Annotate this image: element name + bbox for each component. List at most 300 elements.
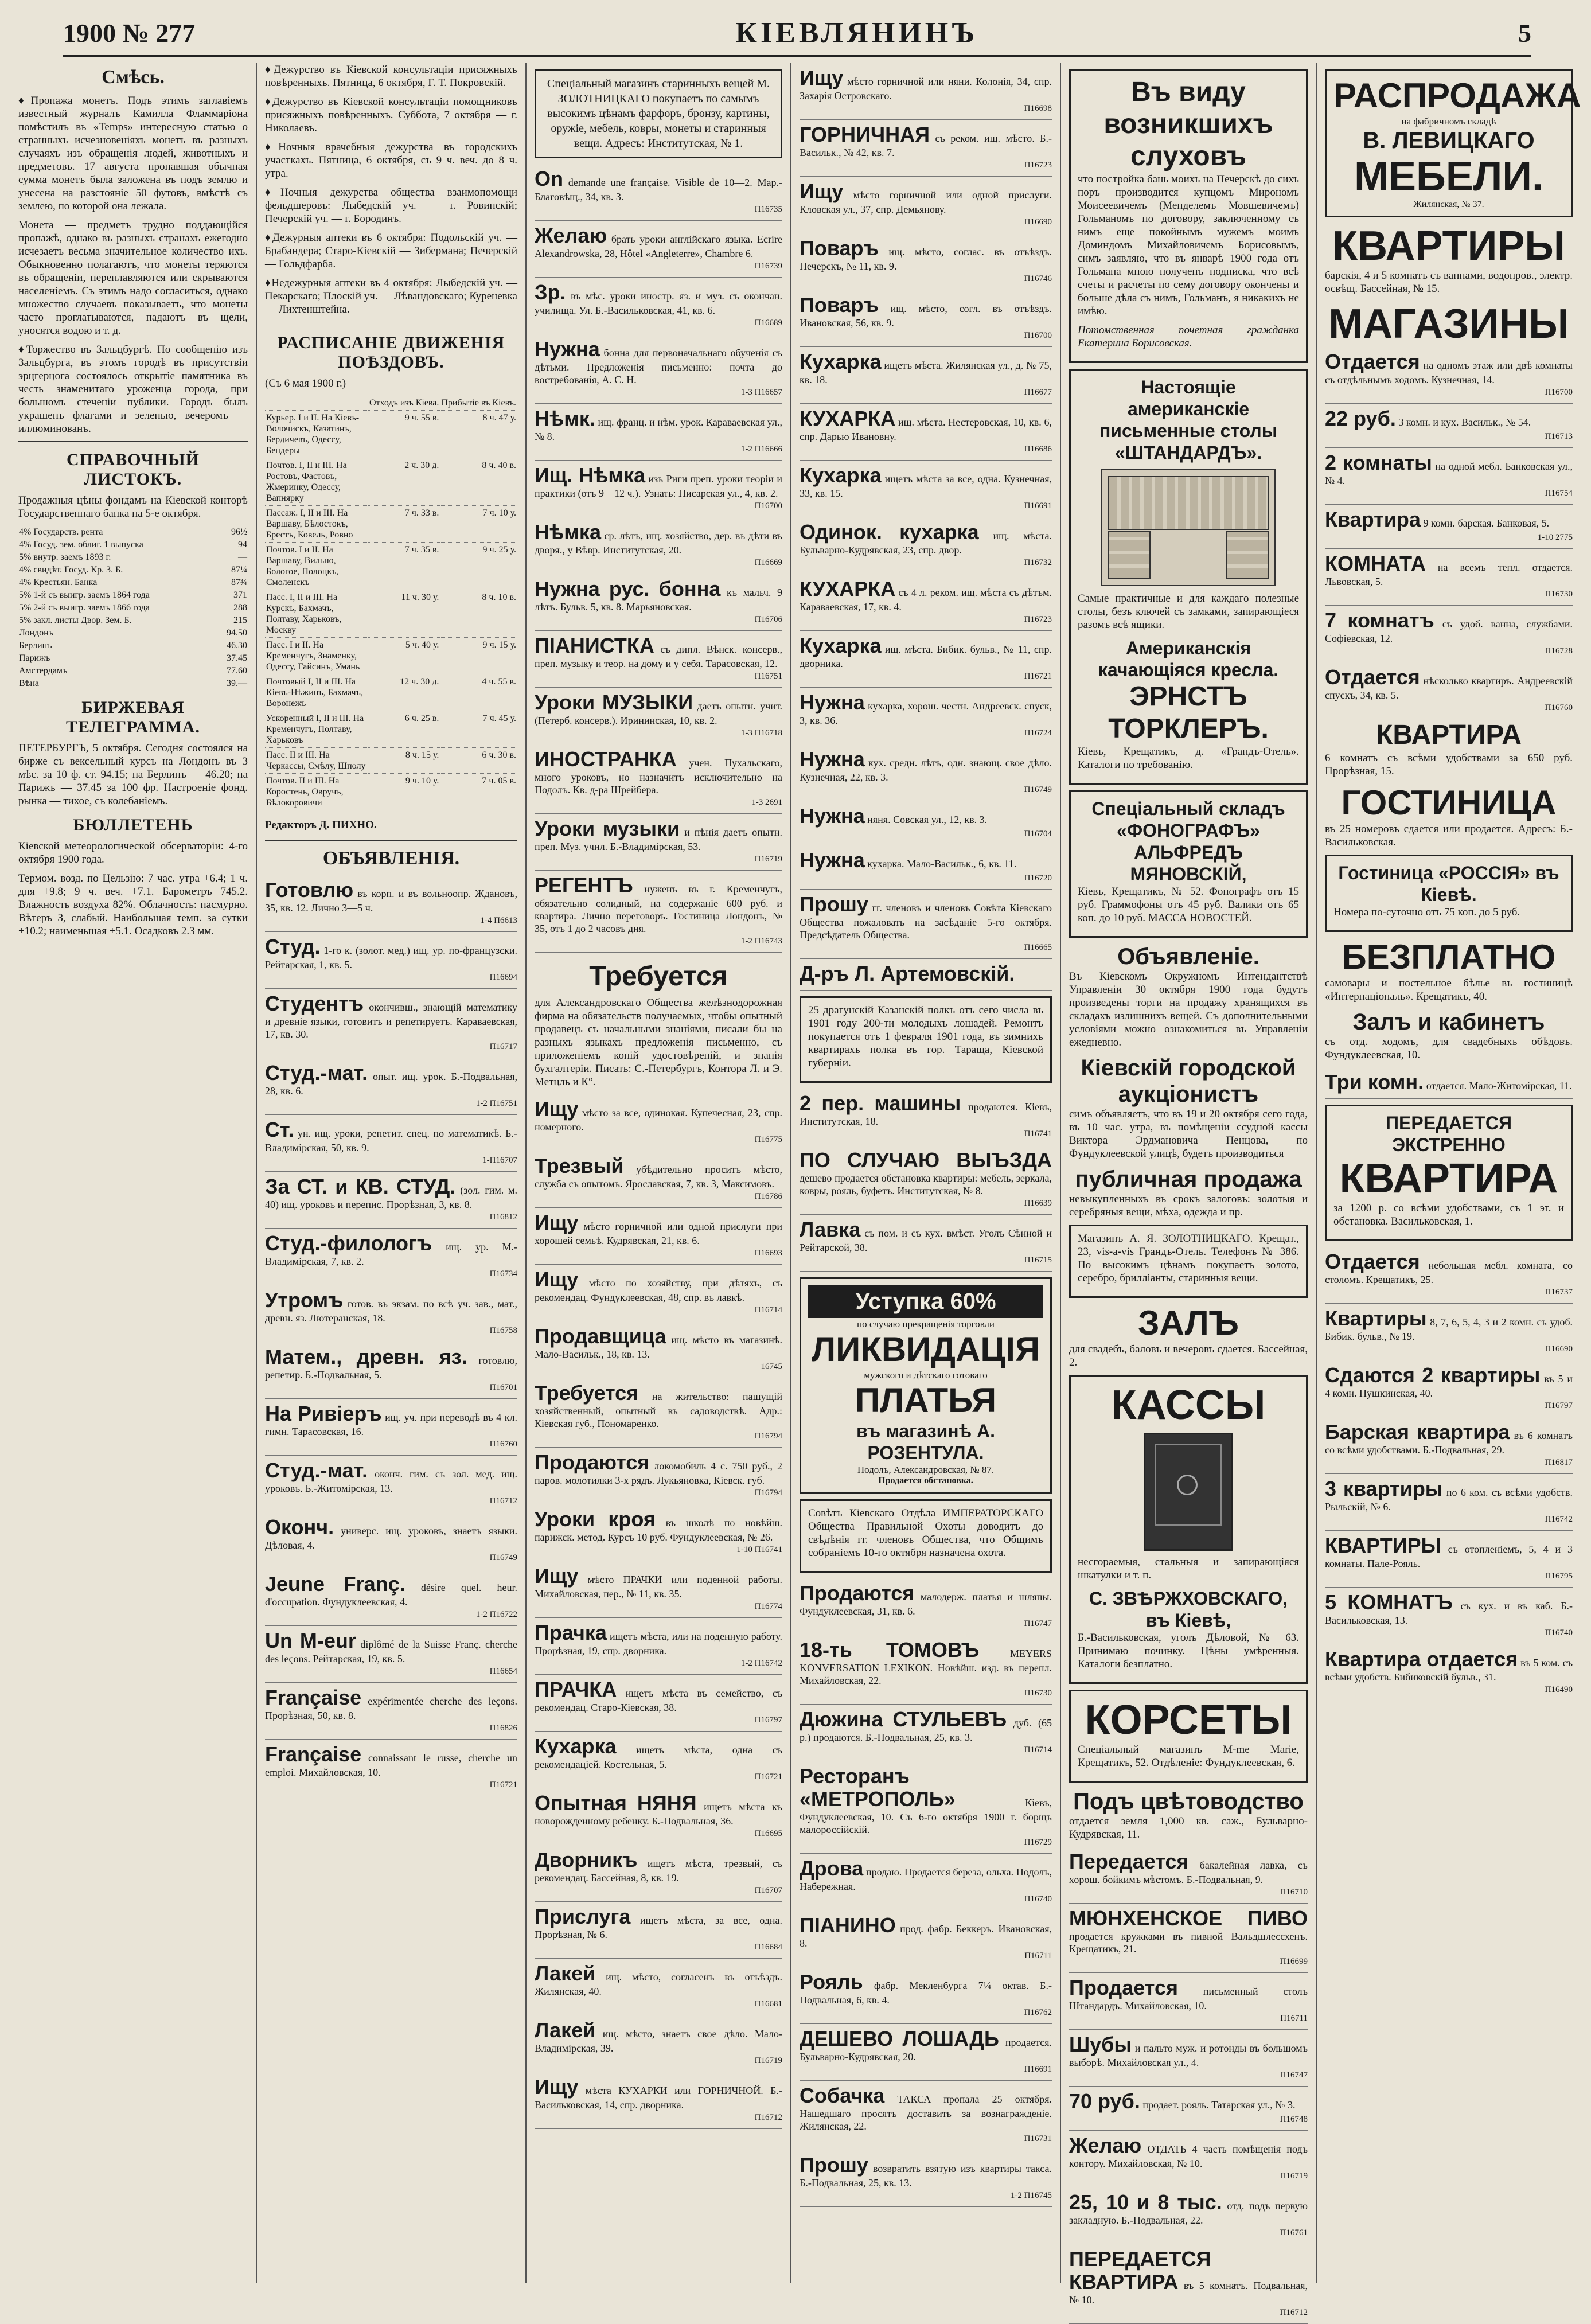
ad-text: нѣсколько квартиръ. Андреевскій спускъ, 34, кв. 5. <box>1325 675 1573 701</box>
classified-ad <box>265 1342 517 1399</box>
schedule-subtitle: (Съ 6 мая 1900 г.) <box>265 377 346 389</box>
classified-ad <box>800 1635 1052 1705</box>
classified-ad <box>1069 2244 1308 2324</box>
ad-code: П16719 <box>754 2056 782 2065</box>
ad-text: къ мальч. 9 лѣтъ. Бульв. 5, кв. 8. Марьяновская. <box>535 587 783 613</box>
ad-text: съ отопленіемъ, 5, 4 и 3 комнаты. Пале-Рояль. <box>1325 1543 1573 1569</box>
ad-keyword: ИНОСТРАНКА <box>535 747 677 771</box>
standard-desk-ad: Настоящіе американскіе письменные столы «ШТАНДАРДЪ». Самые практичные и для каждаго полезные столы, безъ ключей съ замками, запирающіеся разомъ всѣ ящики. Американскія качающіяся кресла. ЭРНСТЪ ТОРКЛЕРЪ. Кіевъ, Крещатикъ, д. «Грандъ-Отель». Каталоги по требованію. <box>1069 369 1308 785</box>
ad-code: П16689 <box>754 318 782 327</box>
ad-code: П16721 <box>1024 672 1052 681</box>
ad-text: продает. рояль. Татарская ул., № 3. <box>1142 2099 1296 2111</box>
ad-code: П16700 <box>1545 388 1573 397</box>
ad-keyword: 18-ть ТОМОВЪ <box>800 1638 980 1662</box>
ad-keyword: КУХАРКА <box>800 407 896 430</box>
ad-keyword: 2 комнаты <box>1325 451 1432 474</box>
ad-text: 8, 7, 6, 5, 4, 3 и 2 комн. съ удоб. Бибик. бульв., № 19. <box>1325 1316 1573 1342</box>
ad-code: П16711 <box>1024 1951 1052 1960</box>
ad-keyword: Передается <box>1069 1850 1189 1873</box>
classified-ad <box>535 1504 782 1561</box>
ad-keyword: Отдается <box>1325 665 1420 689</box>
classified-ad <box>265 1512 517 1569</box>
ad-code: П16795 <box>1545 1572 1573 1581</box>
ad-code: П16690 <box>1545 1344 1573 1354</box>
ad-keyword: Утромъ <box>265 1288 344 1312</box>
ad-code: П16761 <box>1280 2228 1308 2237</box>
ad-text: 9 комн. барская. Банковая, 5. <box>1423 517 1550 529</box>
ad-keyword: Ищу <box>800 66 844 89</box>
ad-code: 1-10 П16741 <box>736 1545 782 1554</box>
ad-keyword: Желаю <box>535 224 607 247</box>
ad-code: П16794 <box>754 1432 782 1441</box>
ad-code: П16719 <box>1280 2171 1308 2181</box>
classified-ad <box>265 1172 517 1229</box>
corset-ad: КОРСЕТЫ Спеціальный магазинъ M-me Marie, Крещатикъ, 52. Отдѣленіе: Фундуклеевская, 6. <box>1069 1690 1308 1783</box>
classified-ad <box>535 1845 782 1902</box>
classified-ad <box>800 233 1052 290</box>
classified-ad <box>800 2081 1052 2150</box>
notice: ♦Дежурство въ Кіевской консультаціи помощниковъ присяжныхъ повѣренныхъ. Суббота, 7 октября — г. Николаевъ. <box>265 96 517 134</box>
telegram-title: БИРЖЕВАЯ ТЕЛЕГРАММА. <box>65 698 201 736</box>
ad-text: отд. подъ первую закладную. Б.-Подвальная, 22. <box>1069 2200 1308 2226</box>
ad-keyword: ПІАНИСТКА <box>535 634 654 657</box>
ad-text: брать уроки англійскаго языка. Ecrire Alexandrowska, 28, Hôtel «Angleterre», Chambre 6. <box>535 233 783 259</box>
classified-ad <box>535 1094 782 1151</box>
ad-keyword: КОМНАТА <box>1325 552 1426 575</box>
column-6: РАСПРОДАЖА на фабричномъ складѣ В. ЛЕВИЦКАГО МЕБЕЛИ. Жилянская, № 37. КВАРТИРЫ барскія, 4 и 5 комнатъ съ ваннами, водопров., электр. освѣщ. Бассейная, № 15. МАГАЗИНЫ Отдается на одномъ этаж или двѣ комнаты съ отдѣльнымъ ходомъ. Кузнечная, 14. П16700 22 руб. 3 комн. и кух. Васильк., № 54. П16713 2 комнаты на одной мебл. Банковская ул., № 4. П16754 Квартира 9 комн. барская. Банковая, 5. 1-10 2775 КОМНАТА на всемъ тепл. отдается. Львовская, 5. П16730 7 комнатъ съ удоб. ваннa, службами. Софіевская, 12. П16728 Отдается нѣсколько квартиръ. Андреевскій спускъ, 34, кв. 5. П16760 КВАРТИРА 6 комнатъ съ всѣми удобствами за 650 руб. Прорѣзная, 15. ГОСТИНИЦА въ 25 номеровъ сдается или продается. Адресъ: Б.-Васильковская. Гостиница «РОССІЯ» въ Кіевѣ. Номера по-суточно отъ 75 коп. до 5 руб. БЕЗПЛАТНО самовары и постельное бѣлье въ гостиницѣ «Интернаціональ». Крещатикъ, 40. Залъ и кабинетъ съ отд. ходомъ, для свадебныхъ обѣдовъ. Фундуклеевская, 10. Три комн. отдается. Мало-Житомірская, 11. ПЕРЕДАЕТСЯ ЭКСТРЕННО КВАРТИРА за 1200 р. со всѣми удобствами, съ 1 эт. и обстановка. Васильковская, 1. Отдается небольшая мебл. комната, со столомъ. Крещатикъ, 25. П16737 Квартиры 8, 7, 6, 5, 4, 3 и 2 комн. съ удоб. Бибик. бульв., № 19. П16690 Сдаются 2 квартиры въ 5 и 4 комн. Пушкинская, 40. П16797 Барская квартира въ 6 комнатъ со всѣми удобствами. Б.-Подвальная, 29. П16817 3 квартиры по 6 ком. съ всѣми удобств. Рыльскій, № 6. П16742 КВАРТИРЫ съ отопленіемъ, 5, 4 и 3 комнаты. Пале-Рояль. П16795 5 КОМНАТЪ съ кух. и въ каб. Б.-Васильковская, 13. П16740 Квартира отдается въ 5 ком. съ всѣми удобств. Бибиковскій бульв., 31. П16490 <box>1317 63 1581 2283</box>
ad-text: ищ. мѣсто, согласенъ въ отъѣздъ. Жилянская, 40. <box>535 1971 782 1997</box>
ad-text: ищ. мѣсто, согл. въ отъѣздъ. Ивановская, 56, кв. 9. <box>800 303 1052 329</box>
ad-text: ищетъ мѣста, одна съ рекомендаціей. Костельная, 5. <box>535 1744 782 1770</box>
classified-ad <box>535 164 782 221</box>
ad-code: П16794 <box>754 1488 782 1498</box>
ad-code: П16760 <box>1545 703 1573 712</box>
classified-ad <box>800 959 1052 991</box>
ad-keyword: Ищу <box>535 1211 579 1234</box>
ad-text: ищ. франц. и нѣм. урок. Караваевская ул., № 8. <box>535 416 782 442</box>
ad-text: 3 комн. и кух. Васильк., № 54. <box>1398 416 1531 428</box>
ad-keyword: Студ. <box>265 935 321 958</box>
classified-ad <box>1325 662 1573 719</box>
ad-code: 1-2 П16743 <box>740 937 782 946</box>
classified-ad <box>800 1215 1052 1272</box>
ad-code: П16694 <box>489 973 517 982</box>
ad-text: съ дипл. Вѣнск. консерв., преп. музыку и теор. на дому и у себя. Тарасовская, 12. <box>535 644 782 669</box>
ad-code: 1-2 П16722 <box>475 1610 517 1619</box>
classified-ad <box>1325 505 1573 549</box>
classified-ad <box>535 334 782 404</box>
ad-text: désire quel. heur. d'occupation. Фундуклеевская, 4. <box>265 1582 517 1608</box>
classified-ad <box>535 814 782 871</box>
classified-ad <box>1325 404 1573 448</box>
ad-code: П16775 <box>754 1135 782 1144</box>
ad-code: П16730 <box>1024 1689 1052 1698</box>
ad-code: П16715 <box>1024 1255 1052 1265</box>
divider <box>265 323 517 325</box>
ad-text: бакалейная лавка, съ хорош. бойкимъ мѣстомъ. Б.-Подвальная, 9. <box>1069 1859 1308 1885</box>
ad-keyword: Барская квартира <box>1325 1420 1510 1444</box>
classified-ad <box>535 461 782 517</box>
classified-ad: Три комн. отдается. Мало-Житомірская, 11. <box>1325 1067 1573 1099</box>
ad-keyword: Нужна <box>800 804 865 828</box>
classified-ad <box>800 1854 1052 1910</box>
ad-code: П16740 <box>1545 1628 1573 1637</box>
ad-keyword: Требуется <box>535 1381 639 1405</box>
ad-keyword: Отдается <box>1325 350 1420 373</box>
ad-code: П16654 <box>489 1667 517 1676</box>
rate-row: 5% закл. листы Двор. Зем. Б. 215 <box>19 615 247 625</box>
ad-code: П16723 <box>1024 615 1052 624</box>
ad-code: 1-2 П16742 <box>740 1659 782 1668</box>
schedule-row: Почтов. II и III. На Коростень, Овручъ, Бѣлокоровичи 9 ч. 10 у. 7 ч. 05 в. <box>265 774 517 810</box>
article: ♦Торжество въ Зальцбургѣ. По сообщенію изъ Зальцбурга, въ этомъ городѣ въ присутствіи эрцгерцога состоялось открытіе памятника въ честь знаменитаго уроженца города, при большомъ стеченіи публики. Городъ былъ украшенъ флагами и зеленью, вечеромъ — иллюминованъ. <box>18 344 248 435</box>
ad-code: П16690 <box>1024 217 1052 227</box>
schedule-row: Пасс. II и III. На Черкассы, Смѣлу, Шполу 8 ч. 15 у. 6 ч. 30 в. <box>265 748 517 774</box>
ad-text: кухарка. Мало-Васильк., 6, кв. 11. <box>867 858 1017 869</box>
ad-keyword: Française <box>265 1686 362 1709</box>
ad-code: П16691 <box>1024 2065 1052 2074</box>
ad-code: П16681 <box>754 1999 782 2009</box>
ad-text: ср. лѣтъ, ищ. хозяйство, дер. въ дѣти въ дворя., у Вѣвр. Институтская, 20. <box>535 530 782 556</box>
ad-code: П16712 <box>1280 2308 1308 2317</box>
ad-text: универс. ищ. уроковъ, знаетъ языки. Дѣловая, 4. <box>265 1525 518 1551</box>
ad-keyword: РЕГЕНТЪ <box>535 874 633 897</box>
classified-ad <box>800 290 1052 347</box>
issue-number: 1900 № 277 <box>63 18 196 48</box>
ad-code: П16729 <box>1024 1838 1052 1847</box>
ad-code: П16797 <box>1545 1401 1573 1410</box>
ad-code: П16737 <box>1545 1288 1573 1297</box>
ad-code: П16684 <box>754 1943 782 1952</box>
classified-ad <box>535 1675 782 1732</box>
classified-ad <box>800 1967 1052 2024</box>
ad-text: фабр. Мекленбурга 7¼ октав. Б.-Подвальная, 6, кв. 4. <box>800 1980 1052 2006</box>
ad-text: и пѣнія даетъ опытн. преп. Муз. учил. Б.-Владимірская, 53. <box>535 826 782 852</box>
ad-code: П16490 <box>1545 1685 1573 1694</box>
classified-ad <box>265 989 517 1058</box>
ad-text: въ мѣс. уроки иностр. яз. и муз. съ окончан. училища. Ул. Б.-Васильковская, 41, кв. 6. <box>535 290 783 316</box>
ad-text: съ 4 л. реком. ищ. мѣста съ дѣтъм. Караваевская, 17, кв. 4. <box>800 587 1052 613</box>
ad-keyword: 3 квартиры <box>1325 1477 1443 1500</box>
ads-section-title: ОБЪЯВЛЕНІЯ. <box>322 848 460 869</box>
masthead: КІЕВЛЯНИНЪ <box>735 16 978 49</box>
ad-text: въ корп. и въ вольноопр. Ждановъ, 35, кв. 12. Лично 3—5 ч. <box>265 888 517 914</box>
ad-keyword: Нужна <box>800 691 865 714</box>
ad-keyword: Оконч. <box>265 1515 334 1539</box>
classified-ad <box>1325 1304 1573 1360</box>
dragoon-regiment-ad: 25 драгунскій Казанскій полкъ отъ сего числа въ 1901 году 200-ти молодыхъ лошадей. Ремонтъ покупается отъ 1 февраля 1901 года, въ зимнихъ квартирахъ полка въ гор. Тараща, Кіевской губерніи. <box>800 996 1052 1083</box>
ad-text: ищ. мѣсто, знаетъ свое дѣло. Мало-Владимірская, 39. <box>535 2028 782 2054</box>
ad-code: 1-2 П16666 <box>740 444 782 454</box>
classified-ad <box>800 461 1052 517</box>
ad-code: П16721 <box>489 1780 517 1789</box>
ad-keyword: За СТ. и КВ. СТУД. <box>265 1175 456 1198</box>
ad-code: П16751 <box>754 672 782 681</box>
ad-text: въ 6 комнатъ со всѣми удобствами. Б.-Подвальная, 29. <box>1325 1430 1573 1456</box>
schedule-row: Курьер. I и II. На Кіевъ-Волочискъ, Казатинъ, Бердичевъ, Одессу, Бендеры 9 ч. 55 в. 8 ч. 47 у. <box>265 411 517 458</box>
ad-keyword: 7 комнатъ <box>1325 609 1434 632</box>
ad-keyword: Ищу <box>535 1268 579 1291</box>
ad-keyword: Поваръ <box>800 236 879 260</box>
gold-shop-ad: Магазинъ А. Я. ЗОЛОТНИЦКАГО. Крещат., 23, vis-a-vis Грандъ-Отель. Телефонъ № 386. По высокимъ цѣнамъ покупаетъ золото, серебро, брилліанты, старинныя вещи. <box>1069 1225 1308 1298</box>
schedule-row: Пассаж. I, II и III. На Варшаву, Бѣлостокъ, Брестъ, Ковель, Ровно 7 ч. 33 в. 7 ч. 10 у. <box>265 506 517 543</box>
classified-ad <box>535 1788 782 1845</box>
ad-keyword: Ищу <box>800 180 844 203</box>
ad-keyword: Ищу <box>535 2075 579 2099</box>
classified-ad <box>535 744 782 814</box>
ad-text: на жительство: пашущій хозяйственный, опытный въ садоводствѣ. Адр.: Кіевская губ., Пономаренко. <box>535 1391 783 1429</box>
ad-code: П16747 <box>1024 1619 1052 1628</box>
ad-text: бонна для первоначальнаго обученія съ дѣтьми. Предложенія письменно: почта до востребованія, А. С. Н. <box>535 347 783 385</box>
ad-keyword: Кухарка <box>800 634 882 657</box>
classified-ad <box>535 1151 782 1208</box>
ad-text: съ пом. и съ кух. вмѣст. Уголъ Сѣнной и Рейтарской, 38. <box>800 1227 1052 1253</box>
ads-list <box>800 1089 1052 1272</box>
schedule-row: Пасс. I и II. На Кременчугъ, Знаменку, Одессу, Гайсинъ, Умань 5 ч. 40 у. 9 ч. 15 у. <box>265 638 517 674</box>
public-sale-title: публичная продажа <box>1075 1167 1302 1192</box>
bulletin-subtitle: Кіевской метеорологической обсерваторіи: 4-го октября 1900 года. <box>18 840 248 865</box>
rate-row: 4% Государств. рента 96½ <box>19 527 247 537</box>
classified-ad <box>535 2072 782 2129</box>
ad-keyword: На Ривіеръ <box>265 1402 382 1425</box>
ad-text: ищетъ мѣста за все, одна. Кузнечная, 33, кв. 15. <box>800 473 1052 499</box>
ad-keyword: Собачка <box>800 2084 885 2107</box>
ad-keyword: КУХАРКА <box>800 577 896 601</box>
ad-code: П16720 <box>1024 874 1052 883</box>
classified-ad <box>1325 1531 1573 1588</box>
classified-ad <box>1325 1417 1573 1474</box>
classified-ad <box>800 517 1052 574</box>
ad-code: 1-2 П16745 <box>1010 2191 1052 2200</box>
classified-ad <box>800 744 1052 801</box>
ads-list <box>1325 1247 1573 1701</box>
ad-code: П16728 <box>1545 646 1573 656</box>
ad-code: П16669 <box>754 558 782 567</box>
classified-ad <box>800 1705 1052 1761</box>
ad-code: П16698 <box>1024 104 1052 113</box>
ad-text: возвратить взятую изъ квартиры такса. Б.-Подвальная, 25, кв. 13. <box>800 2163 1052 2189</box>
ad-code: П16695 <box>754 1829 782 1838</box>
stores-title: МАГАЗИНЫ <box>1328 301 1569 347</box>
notice: ♦Ночныя дежурства общества взаимопомощи фельдшеровъ: Лыбедскій уч. — г. Ровинскій; Печерскій уч. — г. Бородинъ. <box>265 186 517 225</box>
apartments-title: КВАРТИРЫ <box>1332 223 1565 269</box>
ad-code: П16748 <box>1280 2115 1308 2124</box>
ad-code: П16699 <box>1280 1957 1308 1966</box>
rumor-statement: Въ виду возникшихъ слуховъ что постройка бань моихъ на Печерскѣ до сихъ поръ производится купцомъ Мирономъ Моисеевичемъ (Менделемъ Мовшевичемъ) Гольманомъ по договору, заключенному съ нимъ еще покойнымъ мужемъ моимъ Доминдомъ Михайловичемъ Борисовымъ, симъ заявляю, что въ январѣ 1900 года отъ Гольмана мною полученъ подписка, что всѣ счеты и расчеты по сему договору окончены и больше дѣла съ нимъ, Гольманъ, я никакихъ не имѣю. Потомственная почетная гражданка Екатерина Борисовская. <box>1069 69 1308 363</box>
ad-keyword: Нужна рус. бонна <box>535 577 721 601</box>
ad-keyword: Уроки МУЗЫКИ <box>535 691 693 714</box>
safe-illustration <box>1144 1433 1233 1551</box>
ad-text: на одномъ этаж или двѣ комнаты съ отдѣльнымъ ходомъ. Кузнечная, 14. <box>1325 360 1573 385</box>
ad-code: П16693 <box>754 1249 782 1258</box>
rate-row: 5% внутр. заемъ 1893 г. — <box>19 552 247 562</box>
ad-keyword: Уроки кроя <box>535 1507 656 1531</box>
section-title-smes: Смѣсь. <box>102 67 165 88</box>
ad-text: въ 5 комнатъ. Подвальная, № 10. <box>1069 2280 1308 2306</box>
ad-text: ищ. мѣста. Бибик. бульв., № 11, спр. дворника. <box>800 644 1052 669</box>
ad-text: 1-го к. (золот. мед.) ищ. ур. по-французски. Рейтарская, 1, кв. 5. <box>265 945 517 970</box>
rate-row: 4% Крестьян. Банка 87¾ <box>19 578 247 587</box>
classified-ad <box>800 631 1052 688</box>
notice: ♦Недежурныя аптеки въ 4 октября: Лыбедскій уч. — Пекарскаго; Плоскій уч. — Лѣвандовскаго; Куреневка — Лихтенштейна. <box>265 277 517 315</box>
ad-keyword: Прошу <box>800 2153 868 2177</box>
ad-code: П16734 <box>489 1269 517 1278</box>
ad-keyword: Кухарка <box>535 1734 617 1758</box>
classified-ad <box>535 1732 782 1788</box>
classified-ad <box>265 1456 517 1512</box>
ad-code: П16739 <box>754 262 782 271</box>
ad-code: П16747 <box>1280 2070 1308 2080</box>
ad-text: нуженъ въ г. Кременчугъ, обязательно солидный, на содержаніе 600 руб. и квартира. Лично переговоръ. Гостиница Лондонъ, № 35, отъ 1 до 2 часовъ дня. <box>535 883 782 934</box>
ad-keyword: 22 руб. <box>1325 407 1396 430</box>
ad-code: П16700 <box>754 501 782 510</box>
rossia-hotel-ad: Гостиница «РОССІЯ» въ Кіевѣ. Номера по-суточно отъ 75 коп. до 5 руб. <box>1325 855 1573 932</box>
ad-keyword: Продаются <box>535 1450 650 1474</box>
ad-text: мѣсто горничной или няни. Колонія, 34, спр. Захарія Островскаго. <box>800 76 1052 102</box>
ad-keyword: Нужна <box>800 848 865 872</box>
ad-text: гг. членовъ и членовъ Совѣта Кіевскаго Общества пожаловать на засѣданіе 5-го октября. Предсѣдатель Общества. <box>800 902 1052 941</box>
ad-text: ищетъ мѣста, за все, одна. Прорѣзная, № 6. <box>535 1914 783 1940</box>
classified-ad <box>800 890 1052 959</box>
ad-text: на одной мебл. Банковская ул., № 4. <box>1325 461 1573 486</box>
ad-keyword: Студ.-филологъ <box>265 1231 432 1255</box>
ad-keyword: Прислуга <box>535 1905 631 1928</box>
classified-ad <box>800 1145 1052 1215</box>
schedule-title: РАСПИСАНІЕ ДВИЖЕНІЯ ПОѢЗДОВЪ. <box>277 333 505 372</box>
ads-list <box>535 164 782 953</box>
ad-code: П16740 <box>1024 1894 1052 1904</box>
ad-text: малодерж. платья и шляпы. Фундуклеевская, 31, кв. 6. <box>800 1591 1052 1617</box>
ad-code: П16817 <box>1545 1458 1573 1467</box>
classified-ad <box>535 871 782 953</box>
ad-code: П16735 <box>754 205 782 214</box>
classified-ad <box>1069 2030 1308 2087</box>
ad-keyword: Квартира <box>1325 508 1421 531</box>
ad-text: demande une française. Visible de 10—2. Мар.-Благовѣщ., 34, кв. 3. <box>535 177 782 202</box>
reference-sheet-subtitle: Продажныя цѣны фондамъ на Кіевской конторѣ Государственнаго банка на 5-е октября. <box>18 494 248 520</box>
ad-keyword: Нѣмк. <box>535 407 595 430</box>
ad-text: въ школѣ по новѣйш. парижск. метод. Курсъ 10 руб. Фундуклеевская, № 26. <box>535 1517 783 1543</box>
ad-code: П16732 <box>1024 558 1052 567</box>
discount-banner: Уступка 60% <box>808 1285 1043 1318</box>
schedule-header-row: Отходъ изъ Кіева. Прибытіе въ Кіевъ. <box>265 396 517 411</box>
classified-ad <box>535 1618 782 1675</box>
ad-text: ищетъ мѣста къ новорожденному ребенку. Б.-Подвальная, 36. <box>535 1801 783 1827</box>
ad-text: ищетъ мѣста, трезвый, съ рекомендац. Бассейная, 8, кв. 19. <box>535 1858 783 1884</box>
classified-ad <box>535 517 782 574</box>
ad-text: готовлю, репетир. Б.-Подвальная, 5. <box>265 1355 517 1381</box>
ad-keyword: Кухарка <box>800 350 882 373</box>
ad-keyword: Ст. <box>265 1118 294 1141</box>
ad-text: ищетъ мѣста, или на поденную работу. Прорѣзная, 19, спр. дворника. <box>535 1631 783 1656</box>
classified-ad <box>1325 347 1573 404</box>
classified-ad <box>800 2150 1052 2207</box>
classified-ad <box>800 688 1052 744</box>
ad-code: П16724 <box>1024 728 1052 738</box>
classified-ad <box>1069 1973 1308 2030</box>
classified-ad <box>800 1089 1052 1145</box>
ad-code: П16826 <box>489 1723 517 1733</box>
ad-keyword: Желаю <box>1069 2134 1142 2157</box>
safes-ad: КАССЫ несгораемыя, стальныя и запирающіяся шкатулки и т. п. С. ЗВѢРЖХОВСКАГО, въ Кіевѣ, Б.-Васильковская, уголъ Дѣловой, № 63. Принимаю починку. Цѣны умѣренныя. Каталоги безплатно. <box>1069 1375 1308 1684</box>
rate-row: 4% свидѣт. Госуд. Кр. З. Б. 87¼ <box>19 565 247 575</box>
rates-table <box>18 526 248 690</box>
ad-keyword: Продается <box>1069 1976 1178 1999</box>
ad-text: опыт. ищ. урок. Б.-Подвальная, 28, кв. 6. <box>265 1071 518 1097</box>
ad-code: П16707 <box>754 1886 782 1895</box>
ad-text: ищетъ мѣста. Жилянская ул., д. № 75, кв. 18. <box>800 360 1052 385</box>
classified-ad <box>265 1626 517 1683</box>
ad-code: П16686 <box>1024 444 1052 454</box>
ad-text: дуб. (65 р.) продаются. Б.-Подвальная, 25, кв. 3. <box>800 1717 1052 1743</box>
classified-ad <box>535 278 782 334</box>
ad-text: (зол. гим. м. 40) ищ. уроковъ и перепис. Прорѣзная, 3, кв. 8. <box>265 1184 518 1210</box>
ad-keyword: Дрова <box>800 1857 864 1880</box>
ad-keyword: Продавщица <box>535 1324 666 1348</box>
announcement-title: Объявленіе. <box>1117 944 1259 969</box>
ad-keyword: Д-ръ Л. Артемовскій. <box>800 962 1015 985</box>
ad-code: 1-2 П16751 <box>475 1099 517 1108</box>
ad-code: П16812 <box>489 1212 517 1222</box>
hotel-title: ГОСТИНИЦА <box>1341 783 1557 822</box>
classified-ad <box>535 1561 782 1618</box>
classified-ad <box>1069 2187 1308 2244</box>
ad-text: въ 5 и 4 комн. Пушкинская, 40. <box>1325 1373 1573 1399</box>
ad-keyword: 2 пер. машины <box>800 1091 961 1115</box>
ad-text: diplômé de la Suisse Franç. cherche des leçons. Рейтарская, 19, кв. 5. <box>265 1639 518 1664</box>
classified-ad <box>265 932 517 989</box>
ad-keyword: ГОРНИЧНАЯ <box>800 123 930 146</box>
classified-ad <box>1325 1360 1573 1417</box>
ad-text: ищ. уч. при переводѣ въ 4 кл. гимн. Тарасовская, 16. <box>265 1411 517 1437</box>
ad-keyword: Дюжина СТУЛЬЕВЪ <box>800 1707 1007 1731</box>
ad-keyword: Лавка <box>800 1218 861 1241</box>
ad-keyword: Лакей <box>535 2018 596 2042</box>
ad-code: П16742 <box>1545 1515 1573 1524</box>
ad-code: П16712 <box>754 2113 782 2122</box>
ad-text: ищетъ мѣста въ семейство, съ рекомендац. Старо-Кіевская, 38. <box>535 1687 782 1713</box>
ad-text: мѣсто ПРАЧКИ или поденной работы. Михайловская, пер., № 11, кв. 35. <box>535 1574 782 1600</box>
ad-code: П16786 <box>754 1192 782 1201</box>
urgent-apartment-ad: ПЕРЕДАЕТСЯ ЭКСТРЕННО КВАРТИРА за 1200 р. со всѣми удобствами, съ 1 эт. и обстановка. Васильковская, 1. <box>1325 1105 1573 1241</box>
ad-code: 16745 <box>761 1362 782 1371</box>
hall-title: ЗАЛЪ <box>1138 1304 1239 1342</box>
classified-ad <box>800 1910 1052 1967</box>
ad-code: П16719 <box>754 855 782 864</box>
ad-text: готов. въ экзам. по всѣ уч. зав., мат., древн. яз. Лютеранская, 18. <box>265 1298 518 1324</box>
ad-code: 1-3 2691 <box>751 798 782 807</box>
ad-keyword: Ресторанъ «МЕТРОПОЛЬ» <box>800 1764 956 1811</box>
ad-text: ун. ищ. уроки, репетит. спец. по математикѣ. Б.-Владимірская, 50, кв. 9. <box>265 1128 517 1153</box>
ads-list <box>535 1094 782 2129</box>
ad-text: мѣсто горничной или одной прислуги. Кловская ул., 37, спр. Демьянову. <box>800 189 1052 215</box>
ad-code: П16774 <box>754 1602 782 1611</box>
classified-ad <box>1325 1644 1573 1701</box>
classified-ad <box>265 1569 517 1626</box>
ad-text: въ 5 ком. съ всѣми удобств. Бибиковскій бульв., 31. <box>1325 1657 1573 1683</box>
ad-text: убѣдительно проситъ мѣсто, служба съ опытомъ. Ярославская, 7, кв. 3, Максимовъ. <box>535 1164 783 1190</box>
antique-shop-ad: Спеціальный магазинъ старинныхъ вещей М. ЗОЛОТНИЦКАГО покупаетъ по самымъ высокимъ цѣнамъ фарфоръ, бронзу, картины, оружіе, мебель, ковры, монеты и старинныя вещи. Адресъ: Институтская, № 1. <box>535 69 782 158</box>
ad-text: оконч. гим. съ зол. мед. ищ. уроковъ. Б.-Житомірская, 13. <box>265 1468 518 1494</box>
required-title: Требуется <box>589 961 728 992</box>
article: ♦Пропажа монетъ. Подъ этимъ заглавіемъ известный журналъ Камилла Фламмаріона помѣстилъ въ «Temps» интересную статью о странныхъ исчезновеніяхъ монетъ въ разныхъ случаяхъ изъ обращенія людей, животныхъ и предметовъ. 17 августа пропавшая обычная сумма монетъ была заложена въ подъ землю и унесена на разстояніе 50 футовъ, вмѣстѣ съ землею, по которой она лежала. <box>18 95 248 212</box>
classified-ad <box>265 1683 517 1740</box>
ad-text: даетъ опытн. учит. (Петерб. консерв.). Ирининская, 10, кв. 2. <box>535 700 783 726</box>
ad-keyword: Прошу <box>800 892 868 916</box>
classified-ad <box>1325 1588 1573 1644</box>
ad-keyword: Сдаются 2 квартиры <box>1325 1363 1541 1387</box>
ad-keyword: Jeune Franç. <box>265 1572 405 1596</box>
